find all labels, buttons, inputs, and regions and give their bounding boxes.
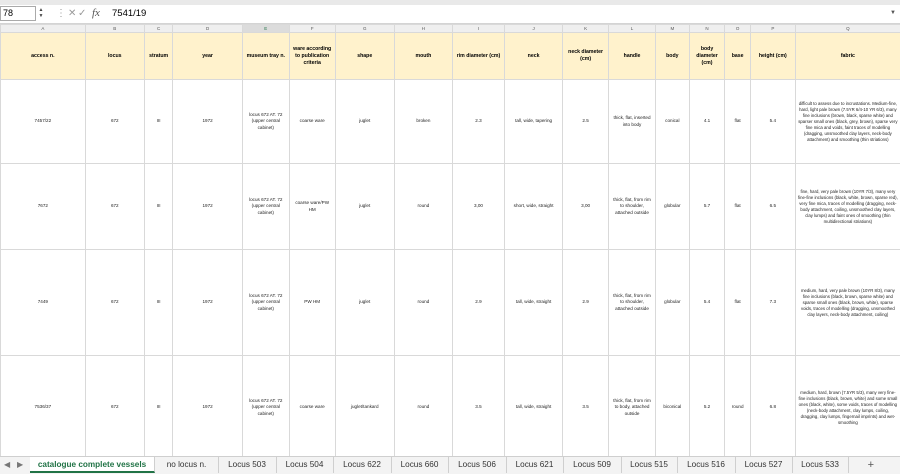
- table-cell[interactable]: thick, flat, from rim to body, attached outside: [609, 356, 656, 457]
- table-cell[interactable]: juglet: [335, 80, 394, 164]
- table-cell[interactable]: round: [394, 250, 452, 356]
- table-cell[interactable]: 672: [85, 356, 144, 457]
- table-cell[interactable]: coarse ware: [289, 80, 335, 164]
- table-cell[interactable]: biconical: [656, 356, 690, 457]
- table-cell[interactable]: thick, flat, inserted into body: [609, 80, 656, 164]
- table-cell[interactable]: 5.7: [689, 164, 725, 250]
- table-cell[interactable]: 2.5: [563, 80, 609, 164]
- table-cell[interactable]: locus 672 AT. 72 (upper central cabinet): [242, 250, 289, 356]
- column-letter-m[interactable]: M: [656, 25, 690, 33]
- table-cell[interactable]: 7457/22: [1, 80, 86, 164]
- sheet-tab[interactable]: Locus 509: [563, 457, 622, 473]
- table-cell[interactable]: round: [394, 164, 452, 250]
- cancel-icon[interactable]: ✕: [68, 6, 76, 22]
- table-cell[interactable]: juglet: [335, 164, 394, 250]
- header-cell[interactable]: locus: [85, 33, 144, 80]
- sheet-tab[interactable]: no locus n.: [155, 457, 219, 473]
- name-box-dropdown-icon[interactable]: ▲ ▼: [37, 7, 45, 21]
- table-cell[interactable]: 6.8: [750, 356, 795, 457]
- insert-function-icon[interactable]: fx: [92, 5, 100, 22]
- table-cell[interactable]: PW HM: [289, 250, 335, 356]
- table-cell[interactable]: locus 672 AT. 72 (upper central cabinet): [242, 164, 289, 250]
- table-cell[interactable]: coarse ware: [289, 356, 335, 457]
- sheet-tab[interactable]: Locus 533: [792, 457, 849, 473]
- header-cell[interactable]: ware according to publication criteria: [289, 33, 335, 80]
- table-cell[interactable]: III: [144, 356, 173, 457]
- table-cell[interactable]: round: [394, 356, 452, 457]
- table-cell[interactable]: difficult to assess due to incrustations. Medium-fine, hard, light pale brown (7.5YR 6/4-10 YR 6/3), many fine inclusions (brown, black, sparse white) and sparser small ones (black, grey, brown), sparse very fine mica and voids, faint traces of modelling (dragging, unsmoothed clay layers, neck-body attachment) and smoothing (thin striations): [795, 80, 900, 164]
- header-cell[interactable]: museum tray n.: [242, 33, 289, 80]
- header-cell[interactable]: handle: [609, 33, 656, 80]
- header-cell[interactable]: access n.: [1, 33, 86, 80]
- table-cell[interactable]: 5.2: [689, 356, 725, 457]
- table-cell[interactable]: 4.1: [689, 80, 725, 164]
- table-cell[interactable]: 3.5: [452, 356, 504, 457]
- column-letter-h[interactable]: H: [394, 25, 452, 33]
- sheet-tab-bar: [0, 456, 900, 474]
- table-cell[interactable]: 2.9: [452, 250, 504, 356]
- header-cell[interactable]: year: [173, 33, 242, 80]
- prev-sheet-icon[interactable]: ◀: [4, 458, 10, 472]
- table-cell[interactable]: 3,00: [563, 164, 609, 250]
- tab-catalogue-complete-vessels[interactable]: catalogue complete vessels: [30, 457, 155, 473]
- sheet-tab[interactable]: Locus 527: [735, 457, 793, 473]
- table-cell[interactable]: round: [725, 356, 751, 457]
- table-cell[interactable]: III: [144, 250, 173, 356]
- sheet-tab[interactable]: Locus 660: [391, 457, 449, 473]
- table-cell[interactable]: 672: [85, 250, 144, 356]
- formula-bar: [0, 5, 900, 24]
- table-cell[interactable]: thick, flat, from rim to shoulder, attached outside: [609, 164, 656, 250]
- column-letter-j[interactable]: J: [505, 25, 563, 33]
- column-letter-b[interactable]: B: [85, 25, 144, 33]
- table-cell[interactable]: III: [144, 80, 173, 164]
- table-cell[interactable]: 7449: [1, 250, 86, 356]
- header-cell[interactable]: body: [656, 33, 690, 80]
- table-cell[interactable]: juglet: [335, 250, 394, 356]
- column-letter-o[interactable]: O: [725, 25, 751, 33]
- table-cell[interactable]: 3.5: [563, 356, 609, 457]
- table-cell[interactable]: flat: [725, 164, 751, 250]
- table-cell[interactable]: 7536/37: [1, 356, 86, 457]
- column-letter-p[interactable]: P: [750, 25, 795, 33]
- column-letter-f[interactable]: F: [289, 25, 335, 33]
- sheet-tab[interactable]: Locus 515: [621, 457, 678, 473]
- table-cell[interactable]: juglet/tankard: [335, 356, 394, 457]
- next-sheet-icon[interactable]: ▶: [17, 458, 23, 472]
- column-letter-c[interactable]: C: [144, 25, 173, 33]
- header-cell[interactable]: stratum: [144, 33, 173, 80]
- sheet-tab[interactable]: Locus 516: [677, 457, 736, 473]
- header-cell[interactable]: base: [725, 33, 751, 80]
- sheet-tab[interactable]: Locus 504: [276, 457, 334, 473]
- table-cell[interactable]: locus 672 AT. 72 (upper central cabinet): [242, 356, 289, 457]
- table-cell[interactable]: medium, hard, brown (7.5YR 5/3), many very fine-fine inclusions (black, brown, white) and some small ones (black, white), some voids, traces of modelling (neck-body attachment, clay lumps, coiling, dragging, clay lumps, fingernail imprints) and wet-smoothing: [795, 356, 900, 457]
- header-cell[interactable]: shape: [335, 33, 394, 80]
- header-cell[interactable]: neck: [505, 33, 563, 80]
- header-cell[interactable]: rim diameter (cm): [452, 33, 504, 80]
- add-sheet-icon[interactable]: +: [868, 457, 874, 473]
- header-cell[interactable]: mouth: [394, 33, 452, 80]
- table-cell[interactable]: coarse ware/PW HM: [289, 164, 335, 250]
- table-cell[interactable]: 672: [85, 164, 144, 250]
- table-cell[interactable]: 672: [85, 80, 144, 164]
- table-cell[interactable]: 6.5: [750, 164, 795, 250]
- column-letter-k[interactable]: K: [563, 25, 609, 33]
- table-cell[interactable]: flat: [725, 250, 751, 356]
- table-cell[interactable]: 7.3: [750, 250, 795, 356]
- column-letter-g[interactable]: G: [335, 25, 394, 33]
- table-cell[interactable]: flat: [725, 80, 751, 164]
- table-cell[interactable]: medium, hard, very pale brown (10YR 8/3), many fine inclusions (black, brown, sparse white) and sparse small ones (black, brown, white), sparse voids, traces of modelling (dragging, unsmoothed clay layers, neck-body attachment, coiling): [795, 250, 900, 356]
- column-letter-d[interactable]: D: [173, 25, 242, 33]
- table-row: [1, 356, 900, 457]
- column-letter-n[interactable]: N: [689, 25, 725, 33]
- table-cell[interactable]: 3,00: [452, 164, 504, 250]
- column-letter-a[interactable]: A: [1, 25, 86, 33]
- column-letter-q[interactable]: Q: [795, 25, 900, 33]
- header-cell[interactable]: neck diameter (cm): [563, 33, 609, 80]
- table-cell[interactable]: 2.3: [452, 80, 504, 164]
- table-cell[interactable]: globular: [656, 164, 690, 250]
- expand-formula-bar-icon[interactable]: ▼: [890, 5, 896, 22]
- name-box[interactable]: 78: [0, 6, 36, 21]
- column-letter-i[interactable]: I: [452, 25, 504, 33]
- table-row: [1, 80, 900, 164]
- table-cell[interactable]: conical: [656, 80, 690, 164]
- header-cell[interactable]: height (cm): [750, 33, 795, 80]
- table-cell[interactable]: fine, hard, very pale brown (10YR 7/3), many very fine-fine inclusions (black, white, brown, sparse red), very fine mica, traces of modelling (dragging, neck-body attachment, coiling, unsmoothed clay layers, clay lumps) and faint ones of smoothing (thin multidirectional striations): [795, 164, 900, 250]
- worksheet-grid: [0, 24, 900, 456]
- table-cell[interactable]: globular: [656, 250, 690, 356]
- table-cell[interactable]: tall, wide, straight: [505, 356, 563, 457]
- table-cell[interactable]: thick, flat, from rim to shoulder, attached outside: [609, 250, 656, 356]
- table-cell[interactable]: 2.9: [563, 250, 609, 356]
- table-cell[interactable]: 1972: [173, 164, 242, 250]
- table-cell[interactable]: 5.4: [750, 80, 795, 164]
- header-cell[interactable]: body diameter (cm): [689, 33, 725, 80]
- table-cell[interactable]: 1972: [173, 250, 242, 356]
- sheet-tab[interactable]: Locus 503: [218, 457, 277, 473]
- column-letters-row: [1, 25, 900, 33]
- formula-input[interactable]: 7541/19: [112, 5, 146, 22]
- table-cell[interactable]: short, wide, straight: [505, 164, 563, 250]
- header-cell[interactable]: fabric: [795, 33, 900, 80]
- table-cell[interactable]: 5.4: [689, 250, 725, 356]
- dots-icon: ⋮: [56, 6, 66, 22]
- header-row: [1, 33, 900, 80]
- column-letter-e[interactable]: E: [242, 25, 289, 33]
- table-cell[interactable]: tall, wide, straight: [505, 250, 563, 356]
- table-cell[interactable]: broken: [394, 80, 452, 164]
- sheet-tab[interactable]: Locus 621: [506, 457, 564, 473]
- worksheet-table: [0, 24, 900, 456]
- sheet-tab[interactable]: Locus 622: [333, 457, 392, 473]
- table-row: [1, 250, 900, 356]
- table-cell[interactable]: tall, wide, tapering: [505, 80, 563, 164]
- sheet-tab[interactable]: Locus 506: [448, 457, 507, 473]
- table-cell[interactable]: 1972: [173, 356, 242, 457]
- column-letter-l[interactable]: L: [609, 25, 656, 33]
- table-cell[interactable]: III: [144, 164, 173, 250]
- table-row: [1, 164, 900, 250]
- table-cell[interactable]: 1972: [173, 80, 242, 164]
- table-cell[interactable]: locus 672 AT. 72 (upper central cabinet): [242, 80, 289, 164]
- enter-icon[interactable]: ✓: [78, 6, 86, 22]
- table-cell[interactable]: 7672: [1, 164, 86, 250]
